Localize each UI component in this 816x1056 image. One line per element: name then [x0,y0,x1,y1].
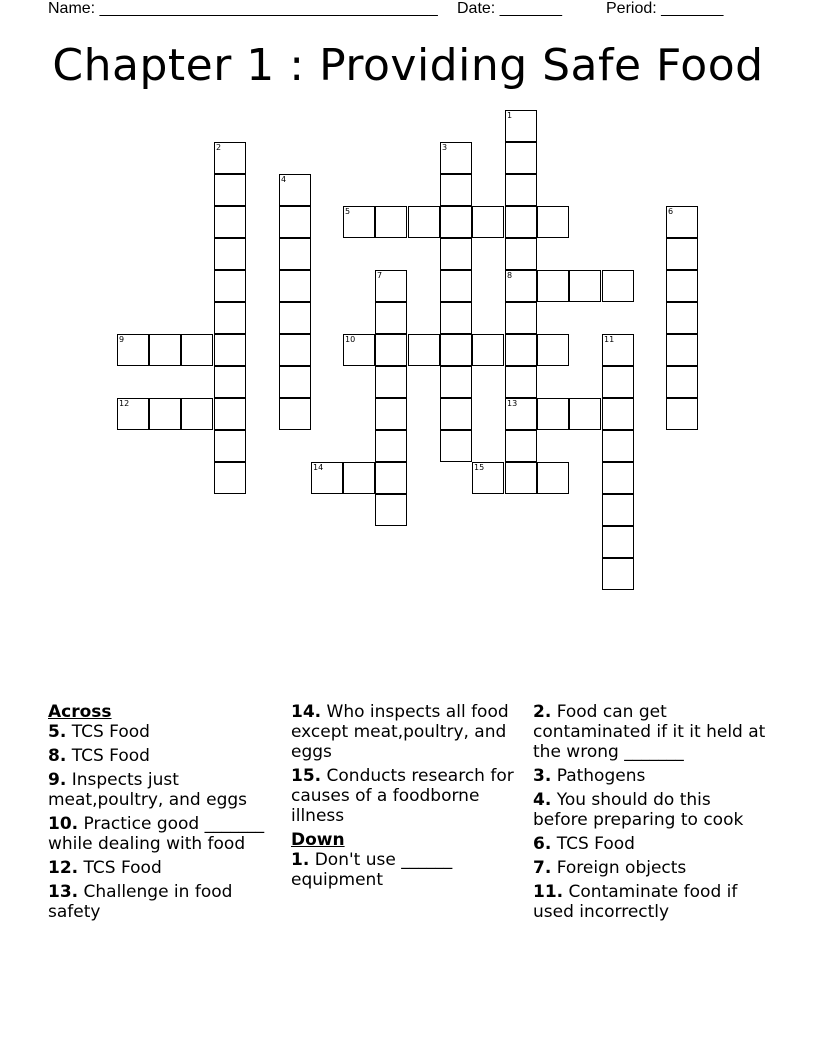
clues-column-3 [533,702,769,926]
clue-number: 13 [507,399,518,408]
clue-item-number: 12. [48,858,79,878]
grid-cell[interactable] [375,398,407,430]
grid-cell[interactable] [505,302,537,334]
grid-cell[interactable] [602,366,634,398]
grid-cell[interactable] [440,238,472,270]
grid-cell[interactable] [505,174,537,206]
name-field[interactable]: Name: ______________________________________ [48,0,438,17]
grid-cell[interactable] [279,206,311,238]
clue-number: 2 [216,143,222,152]
grid-cell[interactable] [505,206,537,238]
clue-item-text: You should do this before preparing to cook [533,790,744,830]
clue-item-number: 15. [291,766,322,786]
grid-cell[interactable] [440,174,472,206]
clue-item [48,722,284,742]
clue-item [533,882,769,922]
grid-cell[interactable] [602,270,634,302]
clue-item-text: Who inspects all food except meat,poultry, and eggs [291,702,509,762]
clue-item-number: 9. [48,770,67,790]
clue-item-text: Inspects just meat,poultry, and eggs [48,770,248,810]
grid-cell[interactable] [602,430,634,462]
grid-cell[interactable] [505,334,537,366]
clue-item [48,770,284,810]
clues-column-2 [291,702,527,894]
clue-item-number: 10. [48,814,79,834]
clue-item-number: 14. [291,702,322,722]
page-title: Chapter 1 : Providing Safe Food [52,40,764,91]
clue-item-number: 4. [533,790,552,810]
clue-item [533,858,769,878]
clue-item-number: 3. [533,766,552,786]
down-heading: Down [291,830,345,850]
clue-number: 7 [377,271,383,280]
clue-item [48,746,284,766]
grid-cell[interactable] [214,366,246,398]
clue-item-number: 13. [48,882,79,902]
clue-item [291,702,527,762]
clue-item [533,790,769,830]
grid-cell[interactable] [214,302,246,334]
clue-item-text: Food can get contaminated if it it held at the wrong _______ [533,702,766,762]
clue-item [48,814,284,854]
clue-item-text: Contaminate food if used incorrectly [533,882,738,922]
grid-cell[interactable] [375,206,407,238]
grid-cell[interactable] [537,206,569,238]
clue-item [533,702,769,762]
clue-number: 4 [281,175,287,184]
grid-cell[interactable] [214,174,246,206]
clue-number: 15 [474,463,485,472]
clue-item-text: Don't use ______ equipment [291,850,453,890]
clue-number: 12 [119,399,130,408]
clue-number: 6 [668,207,674,216]
clue-number: 9 [119,335,125,344]
clue-item-text: Foreign objects [556,858,687,878]
clue-item [291,766,527,826]
grid-cell[interactable] [343,462,375,494]
clue-item-number: 5. [48,722,67,742]
clue-number: 1 [507,111,513,120]
grid-cell[interactable] [602,494,634,526]
clue-item-text: TCS Food [83,858,162,878]
grid-cell[interactable] [214,238,246,270]
clue-item [291,850,527,890]
clue-number: 14 [313,463,324,472]
grid-cell[interactable] [440,366,472,398]
clue-item [533,834,769,854]
grid-cell[interactable] [666,398,698,430]
grid-cell[interactable] [537,270,569,302]
grid-cell[interactable] [505,366,537,398]
grid-cell[interactable] [375,462,407,494]
clue-item-text: TCS Food [71,746,150,766]
grid-cell[interactable] [440,270,472,302]
grid-cell[interactable] [666,302,698,334]
grid-cell[interactable] [569,398,601,430]
grid-cell[interactable] [440,430,472,462]
grid-cell[interactable] [602,462,634,494]
date-field[interactable]: Date: _______ [457,0,562,17]
grid-cell[interactable] [666,270,698,302]
grid-cell[interactable] [569,270,601,302]
clue-item-text: Pathogens [556,766,646,786]
clue-item-number: 7. [533,858,552,878]
grid-cell[interactable] [440,334,472,366]
clue-item [48,858,284,878]
clue-item-text: Challenge in food safety [48,882,233,922]
grid-cell[interactable] [440,206,472,238]
clue-number: 10 [345,335,356,344]
grid-cell[interactable] [602,558,634,590]
clue-item-number: 6. [533,834,552,854]
grid-cell[interactable] [279,238,311,270]
grid-cell[interactable] [279,270,311,302]
grid-cell[interactable] [505,142,537,174]
grid-cell[interactable] [666,366,698,398]
grid-cell[interactable] [375,494,407,526]
clue-number: 5 [345,207,351,216]
grid-cell[interactable] [408,206,440,238]
clues-column-1 [48,702,284,926]
grid-cell[interactable] [505,462,537,494]
grid-cell[interactable] [472,206,504,238]
clue-item [533,766,769,786]
grid-cell[interactable] [408,334,440,366]
clue-number: 11 [604,335,615,344]
grid-cell[interactable] [375,366,407,398]
clue-number: 3 [442,143,448,152]
grid-cell[interactable] [279,398,311,430]
grid-cell[interactable] [602,398,634,430]
clue-item-number: 8. [48,746,67,766]
clue-item [48,882,284,922]
grid-cell[interactable] [440,398,472,430]
grid-cell[interactable] [375,334,407,366]
across-heading: Across [48,702,112,722]
grid-cell[interactable] [181,398,213,430]
grid-cell[interactable] [602,526,634,558]
grid-cell[interactable] [666,334,698,366]
grid-cell[interactable] [505,238,537,270]
grid-cell[interactable] [537,334,569,366]
clue-item-text: Conducts research for causes of a foodborne illness [291,766,514,826]
clue-item-number: 2. [533,702,552,722]
grid-cell[interactable] [149,334,181,366]
grid-cell[interactable] [375,302,407,334]
grid-cell[interactable] [666,238,698,270]
grid-cell[interactable] [537,462,569,494]
grid-cell[interactable] [214,430,246,462]
grid-cell[interactable] [472,334,504,366]
period-field[interactable]: Period: _______ [606,0,724,17]
grid-cell[interactable] [214,398,246,430]
clue-number: 8 [507,271,513,280]
grid-cell[interactable] [279,366,311,398]
grid-cell[interactable] [279,302,311,334]
grid-cell[interactable] [279,334,311,366]
clue-item-text: Practice good _______ while dealing with food [48,814,265,854]
clue-item-text: TCS Food [71,722,150,742]
grid-cell[interactable] [149,398,181,430]
grid-cell[interactable] [214,462,246,494]
grid-cell[interactable] [181,334,213,366]
grid-cell[interactable] [214,270,246,302]
clue-item-number: 11. [533,882,564,902]
grid-cell[interactable] [214,334,246,366]
grid-cell[interactable] [505,430,537,462]
clue-item-text: TCS Food [556,834,635,854]
grid-cell[interactable] [214,206,246,238]
grid-cell[interactable] [375,430,407,462]
clue-item-number: 1. [291,850,310,870]
grid-cell[interactable] [537,398,569,430]
grid-cell[interactable] [440,302,472,334]
